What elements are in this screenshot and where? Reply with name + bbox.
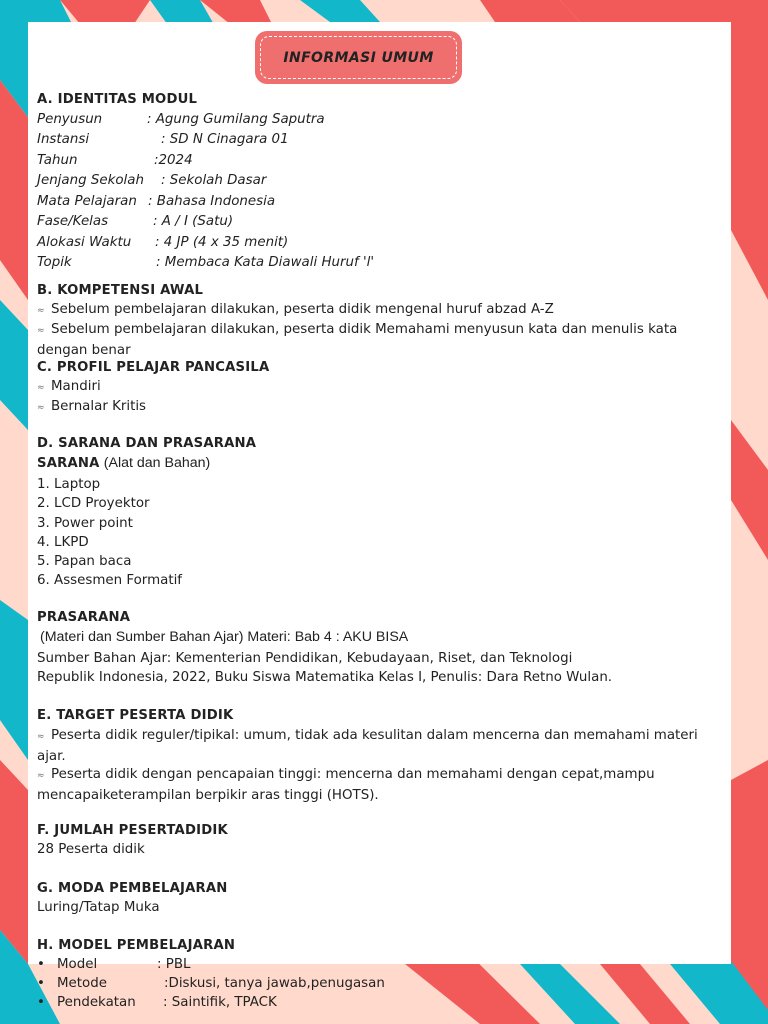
title-badge: [255, 31, 462, 84]
model-row: • Metode :Diskusi, tanya jawab,penugasan: [37, 976, 385, 991]
moda-value: Luring/Tatap Muka: [37, 900, 160, 915]
list-item: ≈ Sebelum pembelajaran dilakukan, peserta didik mengenal huruf abzad A-Z: [37, 300, 554, 321]
wave-bullet-icon: ≈: [37, 383, 45, 393]
list-item: ≈ Bernalar Kritis: [37, 397, 146, 418]
list-item: 1. Laptop: [37, 477, 101, 492]
identity-row: Jenjang Sekolah : Sekolah Dasar: [37, 173, 267, 188]
identity-row: Penyusun : Agung Gumilang Saputra: [37, 112, 325, 127]
wave-bullet-icon: ≈: [37, 326, 45, 336]
wave-bullet-icon: ≈: [37, 403, 45, 413]
identity-row: Instansi : SD N Cinagara 01: [37, 132, 289, 147]
section-c-heading: C. PROFIL PELAJAR PANCASILA: [37, 360, 270, 375]
list-item: ≈ Peserta didik reguler/tipikal: umum, tidak ada kesulitan dalam mencerna dan memahami materi ajar.: [37, 728, 698, 764]
page-title: INFORMASI UMUM: [283, 49, 434, 66]
list-item: 3. Power point: [37, 516, 133, 531]
prasarana-line: Sumber Bahan Ajar: Kementerian Pendidikan, Kebudayaan, Riset, dan Teknologi: [37, 651, 573, 666]
bullet-dot-icon: •: [37, 957, 45, 972]
list-item: ≈ Mandiri: [37, 377, 101, 398]
list-item: ≈ Sebelum pembelajaran dilakukan, peserta didik Memahami menyusun kata dan menulis kata dengan benar: [37, 322, 678, 358]
section-f-heading: F. JUMLAH PESERTADIDIK: [37, 823, 228, 838]
model-row: • Model : PBL: [37, 957, 191, 972]
section-a-heading: A. IDENTITAS MODUL: [37, 92, 198, 107]
list-item: ≈ Peserta didik dengan pencapaian tinggi: mencerna dan memahami dengan cepat,mampu mencapaiketerampilan berpikir aras tinggi (HOTS).: [37, 767, 655, 803]
wave-bullet-icon: ≈: [37, 306, 45, 316]
wave-bullet-icon: ≈: [37, 771, 45, 781]
bullet-dot-icon: •: [37, 976, 45, 991]
identity-row: Alokasi Waktu : 4 JP (4 x 35 menit): [37, 235, 289, 250]
wave-bullet-icon: ≈: [37, 732, 45, 742]
sarana-subheading: SARANA (Alat dan Bahan): [37, 455, 211, 471]
prasarana-line: Republik Indonesia, 2022, Buku Siswa Matematika Kelas I, Penulis: Dara Retno Wulan.: [37, 670, 613, 685]
jumlah-value: 28 Peserta didik: [37, 842, 145, 857]
identity-row: Tahun :2024: [37, 153, 193, 168]
model-row: • Pendekatan : Saintifik, TPACK: [37, 995, 277, 1010]
bullet-dot-icon: •: [37, 995, 45, 1010]
section-g-heading: G. MODA PEMBELAJARAN: [37, 881, 228, 896]
identity-row: Mata Pelajaran : Bahasa Indonesia: [37, 194, 276, 209]
prasarana-heading: PRASARANA: [37, 610, 131, 625]
badge-dashed-border: [260, 36, 457, 79]
list-item: 2. LCD Proyektor: [37, 496, 150, 511]
section-h-heading: H. MODEL PEMBELAJARAN: [37, 938, 236, 953]
list-item: 4. LKPD: [37, 535, 89, 550]
section-b-heading: B. KOMPETENSI AWAL: [37, 283, 204, 298]
section-d-heading: D. SARANA DAN PRASARANA: [37, 436, 257, 451]
list-item: 5. Papan baca: [37, 554, 132, 569]
identity-row: Topik : Membaca Kata Diawali Huruf 'l': [37, 255, 375, 270]
identity-row: Fase/Kelas : A / I (Satu): [37, 214, 234, 229]
section-e-heading: E. TARGET PESERTA DIDIK: [37, 708, 234, 723]
prasarana-note: (Materi dan Sumber Bahan Ajar) Materi: Bab 4 : AKU BISA: [40, 629, 409, 645]
list-item: 6. Assesmen Formatif: [37, 573, 183, 588]
